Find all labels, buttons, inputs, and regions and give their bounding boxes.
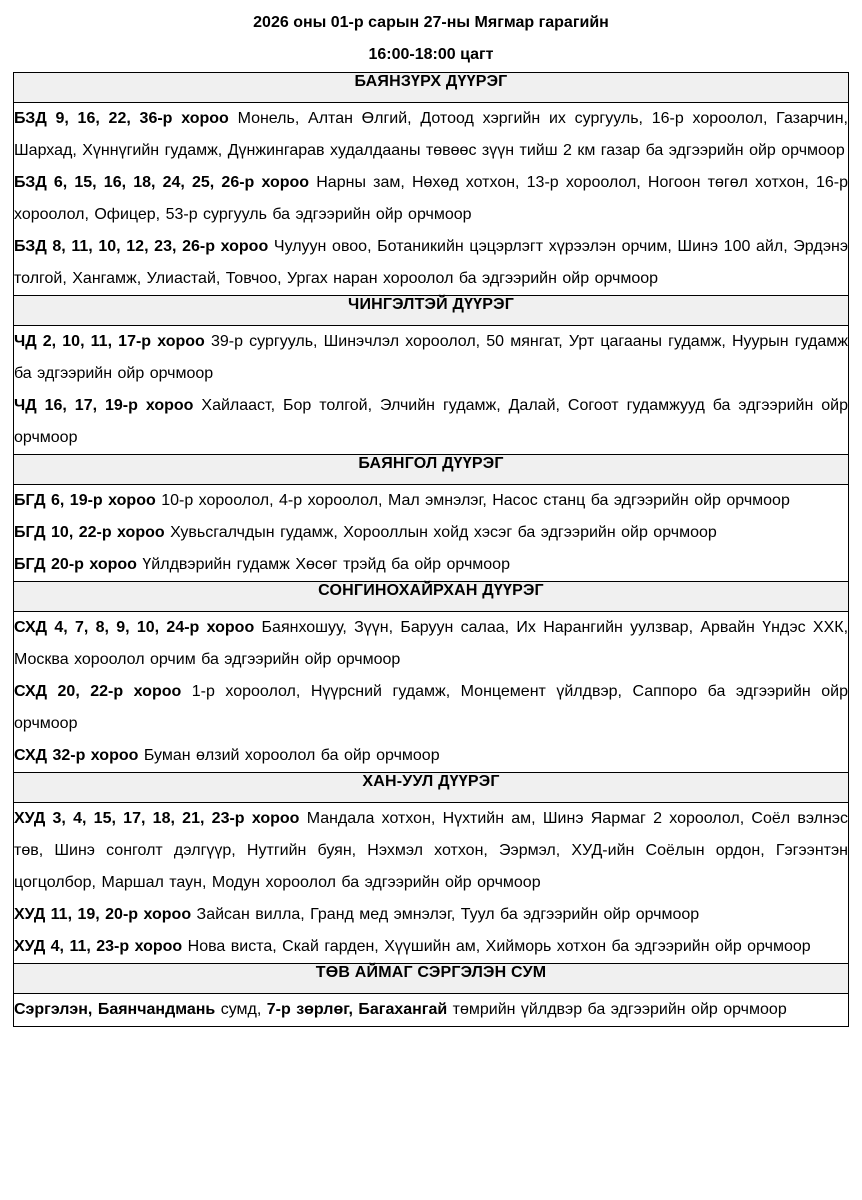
schedule-time-title: 16:00-18:00 цагт bbox=[368, 46, 494, 63]
area-entry bbox=[14, 231, 848, 295]
area-locations: Нарны зам, Нөхөд хотхон, 13-р хороолол, Ногоон төгөл хотхон, 16-р хороолол, Офицер, 53-р сургууль ба эдгээрийн ойр орчмоор bbox=[14, 174, 848, 223]
area-locations: Хайлааст, Бор толгой, Элчийн гудамж, Далай, Согоот гудамжууд ба эдгээрийн ойр орчмоор bbox=[14, 397, 849, 446]
district-areas bbox=[14, 103, 849, 296]
khoroo-code: ЧД 2, 10, 11, 17-р хороо bbox=[14, 333, 205, 350]
khoroo-code: БЗД 9, 16, 22, 36-р хороо bbox=[14, 110, 229, 127]
district-body-row bbox=[14, 485, 849, 582]
khoroo-code: ХУД 11, 19, 20-р хороо bbox=[14, 906, 192, 923]
schedule-date-title: 2026 оны 01-р сарын 27-ны Мягмар гарагийн bbox=[253, 14, 609, 31]
area-locations: Монель, Алтан Өлгий, Дотоод хэргийн их сургууль, 16-р хороолол, Газарчин, Шархад, Хүннүгийн гудамж, Дүнжингарав худалдааны төвөөс зүүн тийш 2 км газар ба эдгээрийн ойр орчмоор bbox=[14, 110, 849, 159]
district-header-row bbox=[14, 73, 849, 103]
area-entry bbox=[14, 994, 848, 1026]
area-location-text: сумд, bbox=[215, 1001, 267, 1018]
area-locations: 39-р сургууль, Шинэчлэл хороолол, 50 мянгат, Урт цагааны гудамж, Нуурын гудамж ба эдгээрийн ойр орчмоор bbox=[14, 333, 848, 382]
khoroo-code: ЧД 16, 17, 19-р хороо bbox=[14, 397, 194, 414]
area-locations: Буман өлзий хороолол ба ойр орчмоор bbox=[143, 747, 440, 764]
district-header-row bbox=[14, 455, 849, 485]
district-areas bbox=[14, 612, 849, 773]
area-entry bbox=[14, 485, 848, 517]
area-entry bbox=[14, 326, 848, 390]
area-location-text: төмрийн үйлдвэр ба эдгээрийн ойр орчмоор bbox=[447, 1001, 787, 1018]
area-locations: Зайсан вилла, Гранд мед эмнэлэг, Туул ба эдгээрийн ойр орчмоор bbox=[196, 906, 700, 923]
area-locations: Хувьсгалчдын гудамж, Хорооллын хойд хэсэг ба эдгээрийн ойр орчмоор bbox=[170, 524, 717, 541]
district-header-row bbox=[14, 773, 849, 803]
district-areas bbox=[14, 485, 849, 582]
district-header-row bbox=[14, 964, 849, 994]
district-name: ХАН-УУЛ ДҮҮРЭГ bbox=[14, 773, 849, 803]
area-locations: Нова виста, Скай гарден, Хүүшийн ам, Хийморь хотхон ба эдгээрийн ойр орчмоор bbox=[187, 938, 811, 955]
district-body-row bbox=[14, 803, 849, 964]
area-entry bbox=[14, 931, 848, 963]
district-body-row bbox=[14, 612, 849, 773]
area-entry bbox=[14, 740, 848, 772]
area-entry bbox=[14, 103, 848, 167]
area-locations: 10-р хороолол, 4-р хороолол, Мал эмнэлэг, Насос станц ба эдгээрийн ойр орчмоор bbox=[161, 492, 790, 509]
khoroo-code: СХД 4, 7, 8, 9, 10, 24-р хороо bbox=[14, 619, 255, 636]
khoroo-code: БГД 20-р хороо bbox=[14, 556, 137, 573]
khoroo-code: БЗД 8, 11, 10, 12, 23, 26-р хороо bbox=[14, 238, 269, 255]
outage-schedule-table bbox=[13, 72, 849, 1027]
area-entry bbox=[14, 390, 848, 454]
khoroo-code: СХД 32-р хороо bbox=[14, 747, 139, 764]
area-locations: 1-р хороолол, Нүүрсний гудамж, Монцемент үйлдвэр, Саппоро ба эдгээрийн ойр орчмоор bbox=[14, 683, 849, 732]
district-name: БАЯНГОЛ ДҮҮРЭГ bbox=[14, 455, 849, 485]
schedule-body bbox=[14, 73, 849, 1027]
khoroo-code: БГД 6, 19-р хороо bbox=[14, 492, 156, 509]
district-header-row bbox=[14, 296, 849, 326]
khoroo-code: БЗД 6, 15, 16, 18, 24, 25, 26-р хороо bbox=[14, 174, 310, 191]
district-body-row bbox=[14, 326, 849, 455]
district-name: БАЯНЗҮРХ ДҮҮРЭГ bbox=[14, 73, 849, 103]
area-entry bbox=[14, 549, 848, 581]
district-header-row bbox=[14, 582, 849, 612]
district-areas bbox=[14, 326, 849, 455]
area-locations: Мандала хотхон, Нүхтийн ам, Шинэ Яармаг 2 хороолол, Соёл вэлнэс төв, Шинэ сонголт дэлгүүр, Нутгийн буян, Нэхмэл хотхон, Ээрмэл, ХУД-ийн Соёлын ордон, Гэгээнтэн цогцолбор, Маршал таун, Модун хороолол ба эдгээрийн ойр орчмоор bbox=[14, 810, 848, 891]
area-location-bold: 7-р зөрлөг, Багахангай bbox=[266, 1001, 448, 1018]
area-entry bbox=[14, 612, 848, 676]
area-locations: Үйлдвэрийн гудамж Хөсөг трэйд ба ойр орчмоор bbox=[142, 556, 510, 573]
district-body-row bbox=[14, 994, 849, 1027]
area-entry bbox=[14, 167, 848, 231]
khoroo-code: БГД 10, 22-р хороо bbox=[14, 524, 165, 541]
district-name: СОНГИНОХАЙРХАН ДҮҮРЭГ bbox=[14, 582, 849, 612]
district-body-row bbox=[14, 103, 849, 296]
khoroo-code: ХУД 4, 11, 23-р хороо bbox=[14, 938, 183, 955]
district-areas bbox=[14, 803, 849, 964]
district-areas bbox=[14, 994, 849, 1027]
district-name: ТӨВ АЙМАГ СЭРГЭЛЭН СУМ bbox=[14, 964, 849, 994]
khoroo-code: ХУД 3, 4, 15, 17, 18, 21, 23-р хороо bbox=[14, 810, 300, 827]
district-name: ЧИНГЭЛТЭЙ ДҮҮРЭГ bbox=[14, 296, 849, 326]
area-entry bbox=[14, 517, 848, 549]
area-location-bold: Сэргэлэн, Баянчандмань bbox=[14, 1001, 216, 1018]
area-entry bbox=[14, 676, 848, 740]
area-locations: Чулуун овоо, Ботаникийн цэцэрлэгт хүрээлэн орчим, Шинэ 100 айл, Эрдэнэ толгой, Хангамж, Улиастай, Товчоо, Ургах наран хороолол ба эдгээрийн ойр орчмоор bbox=[14, 238, 849, 287]
khoroo-code: СХД 20, 22-р хороо bbox=[14, 683, 182, 700]
area-entry bbox=[14, 899, 848, 931]
area-locations: Баянхошуу, Зүүн, Баруун салаа, Их Нарангийн уулзвар, Арвайн Үндэс ХХК, Москва хороолол орчим ба эдгээрийн ойр орчмоор bbox=[14, 619, 849, 668]
area-entry bbox=[14, 803, 848, 899]
